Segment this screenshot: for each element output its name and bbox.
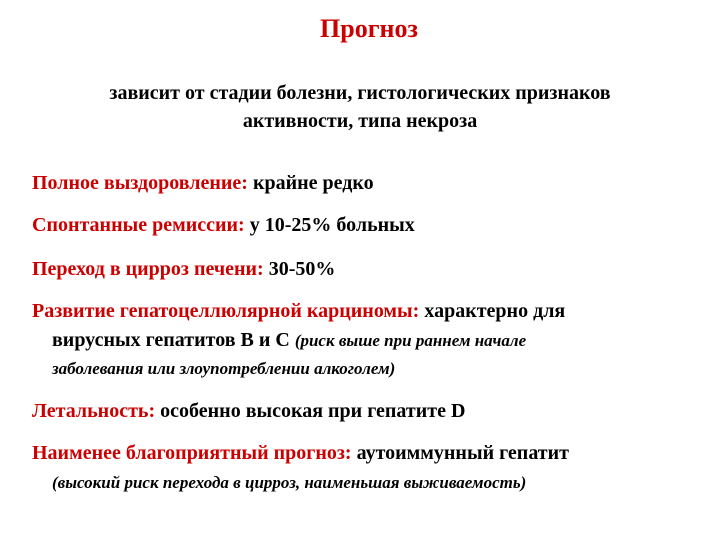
item-label: Наименее благоприятный прогноз: — [32, 442, 352, 464]
item-text: у 10-25% больных — [249, 214, 415, 236]
item-text: особенно высокая при гепатите D — [160, 400, 466, 422]
item-text: 30-50% — [268, 258, 336, 280]
slide-subtitle — [40, 79, 680, 135]
item-label: Полное выздоровление: — [32, 172, 248, 194]
item-note: заболевания или злоупотреблении алкоголем) — [52, 359, 396, 378]
list-item-mortality — [32, 397, 465, 425]
list-item-cirrhosis — [32, 255, 335, 283]
list-item-full-recovery — [32, 169, 374, 197]
list-item-worst-prognosis — [32, 439, 569, 467]
item-label: Развитие гепатоцеллюлярной карциномы: — [32, 300, 420, 322]
subtitle-line: зависит от стадии болезни, гистологических признаков — [109, 82, 611, 104]
item-note: (высокий риск перехода в цирроз, наименьшая выживаемость) — [52, 473, 527, 492]
item-text: вирусных гепатитов В и С — [52, 329, 290, 351]
list-item-carcinoma — [32, 297, 565, 325]
item-text: характерно для — [424, 300, 566, 322]
list-item-spontaneous-remission — [32, 211, 415, 239]
list-item-worst-prognosis-note — [52, 468, 526, 497]
item-label: Спонтанные ремиссии: — [32, 214, 245, 236]
item-label: Летальность: — [32, 400, 156, 422]
list-item-carcinoma-cont — [52, 326, 526, 355]
subtitle-line: активности, типа некроза — [242, 110, 478, 132]
list-item-carcinoma-note — [52, 354, 395, 383]
item-note: (риск выше при раннем начале — [294, 331, 527, 350]
item-text: крайне редко — [252, 172, 374, 194]
item-text: аутоиммунный гепатит — [356, 442, 569, 464]
slide-title: Прогноз — [320, 14, 418, 43]
item-label: Переход в цирроз печени: — [32, 258, 264, 280]
